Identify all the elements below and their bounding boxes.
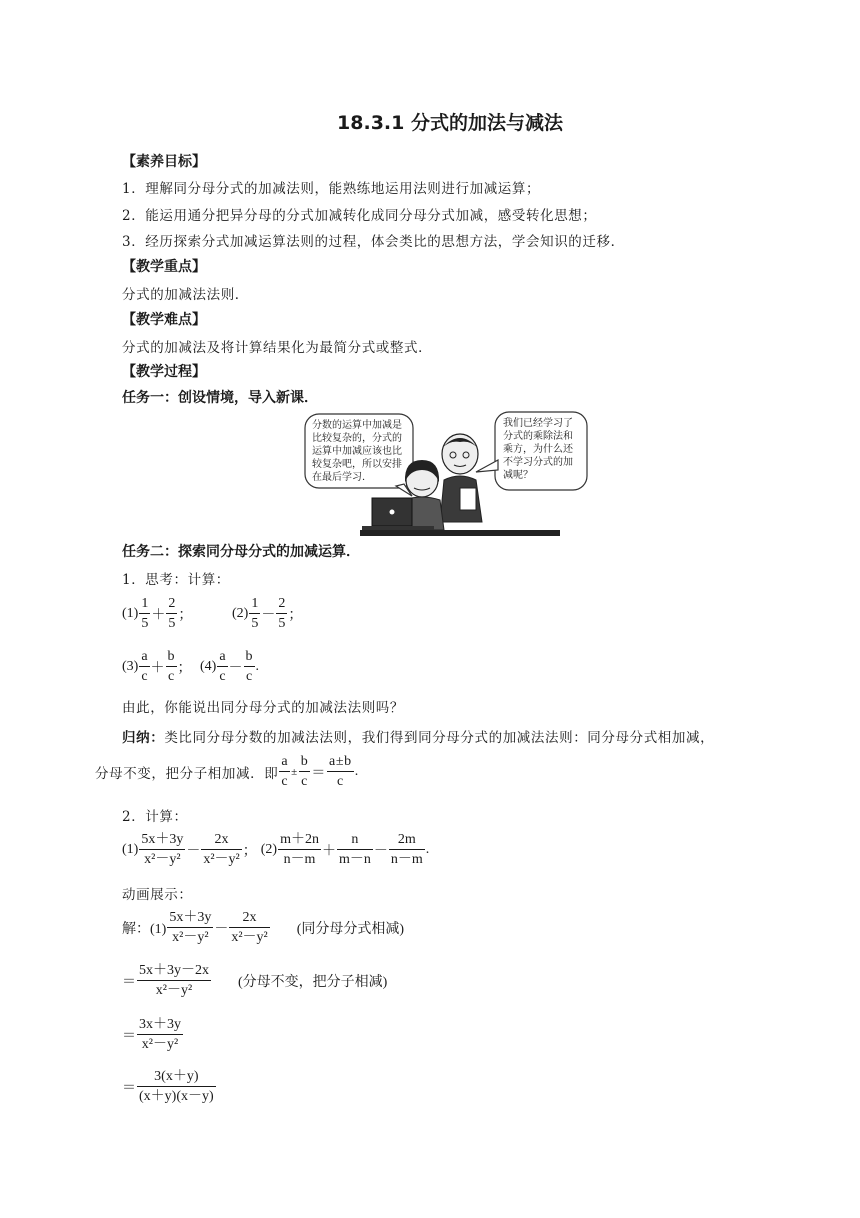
left-bubble-line-2: 比较复杂的，分式的 — [312, 433, 402, 444]
induce-label: 归纳： — [122, 730, 165, 746]
difficulty-text: 分式的加减法及将计算结果化为最简分式或整式． — [122, 340, 433, 356]
boy-figure — [440, 434, 482, 522]
calc-exercise-1: (1) $\frac{5x+3y}{\text{x²－y²}}$ － $\frac{2x}{\text{x²－y²}}$ ； (2) $\frac{m+2n}{n-m}$ ＋ $\frac{n}{m-n}$ － $\frac{2m}{n-m}$ . — [122, 832, 430, 867]
left-bubble-line-1: 分数的运算中加减是 — [312, 420, 402, 431]
exercise-3-label: (3) — [122, 658, 139, 674]
induce-line-2: 分母不变，把分子相加减．即 $\frac{a}{c}$ ± $\frac{b}{c}$ ＝ $\frac{a\pm b}{c}$ . — [95, 754, 359, 789]
page-title: 18.3.1 分式的加法与减法 — [337, 112, 563, 134]
goals-heading: 【素养目标】 — [122, 154, 206, 170]
animation-label: 动画展示： — [122, 887, 193, 903]
think-label: 1．思考：计算： — [122, 572, 230, 588]
exercise-3: (3) $\frac{a}{c}$ ＋ $\frac{b}{c}$ ； — [122, 649, 192, 684]
solution-step-3: ＝ $\frac{3x+3y}{\text{x²－y²}}$ — [122, 1017, 181, 1052]
calc-label: 2．计算： — [122, 809, 188, 825]
exercise-1-label: (1) — [122, 605, 139, 621]
task1-heading: 任务一：创设情境，导入新课． — [122, 390, 318, 406]
desk — [360, 530, 560, 536]
exercise-1: (1) $\frac{1}{5}$ ＋ $\frac{2}{5}$ ； — [122, 596, 193, 631]
solution-note-1: (同分母分式相减) — [296, 921, 405, 937]
focus-text: 分式的加减法法则． — [122, 287, 249, 303]
exercise-2-label: (2) — [232, 605, 249, 621]
goal-item-1: 1．理解同分母分式的加减法则，能熟练地运用法则进行加减运算； — [122, 181, 541, 197]
task2-heading: 任务二：探索同分母分式的加减运算． — [122, 544, 360, 560]
left-bubble-line-4: 较复杂吧，所以安排 — [312, 459, 402, 470]
solution-step-4: ＝ $\frac{3(x+y)}{(x+y)(x-y)}$ — [122, 1069, 214, 1104]
right-bubble-line-1: 我们已经学习了 — [503, 418, 573, 429]
left-bubble-line-5: 在最后学习． — [312, 472, 372, 483]
right-bubble-line-3: 乘方，为什么还 — [503, 444, 573, 455]
solution-note-2: (分母不变，把分子相减) — [238, 974, 388, 990]
exercise-2: (2) $\frac{1}{5}$ － $\frac{2}{5}$ ； — [232, 596, 303, 631]
exercise-4: (4) $\frac{a}{c}$ － $\frac{b}{c}$ . — [200, 649, 260, 684]
exercise-4-label: (4) — [200, 658, 217, 674]
solution-step-2: ＝ $\frac{5x+3y-2x}{\text{x²－y²}}$ (分母不变，把分子相减) — [122, 963, 388, 998]
classroom-illustration — [300, 410, 592, 538]
solution-step-1: 解：(1) $\frac{5x+3y}{\text{x²－y²}}$ － $\frac{2x}{\text{x²－y²}}$ (同分母分式相减) — [122, 910, 405, 945]
focus-heading: 【教学重点】 — [122, 259, 206, 275]
right-bubble-line-2: 分式的乘除法和 — [503, 431, 573, 442]
process-heading: 【教学过程】 — [122, 364, 206, 380]
goal-item-3: 3．经历探索分式加减运算法则的过程，体会类比的思想方法，学会知识的迁移． — [122, 234, 625, 250]
right-bubble-line-4: 不学习分式的加 — [503, 457, 573, 468]
difficulty-heading: 【教学难点】 — [122, 312, 206, 328]
goal-item-2: 2．能运用通分把异分母的分式加减转化成同分母分式加减，感受转化思想； — [122, 208, 597, 224]
left-bubble-line-3: 运算中加减应该也比 — [312, 446, 402, 457]
question-text: 由此，你能说出同分母分式的加减法法则吗？ — [122, 700, 404, 716]
right-bubble-line-5: 减呢？ — [503, 470, 533, 481]
induce-line-1: 归纳：类比同分母分数的加减法法则，我们得到同分母分式的加减法法则：同分母分式相加减， — [122, 730, 715, 746]
